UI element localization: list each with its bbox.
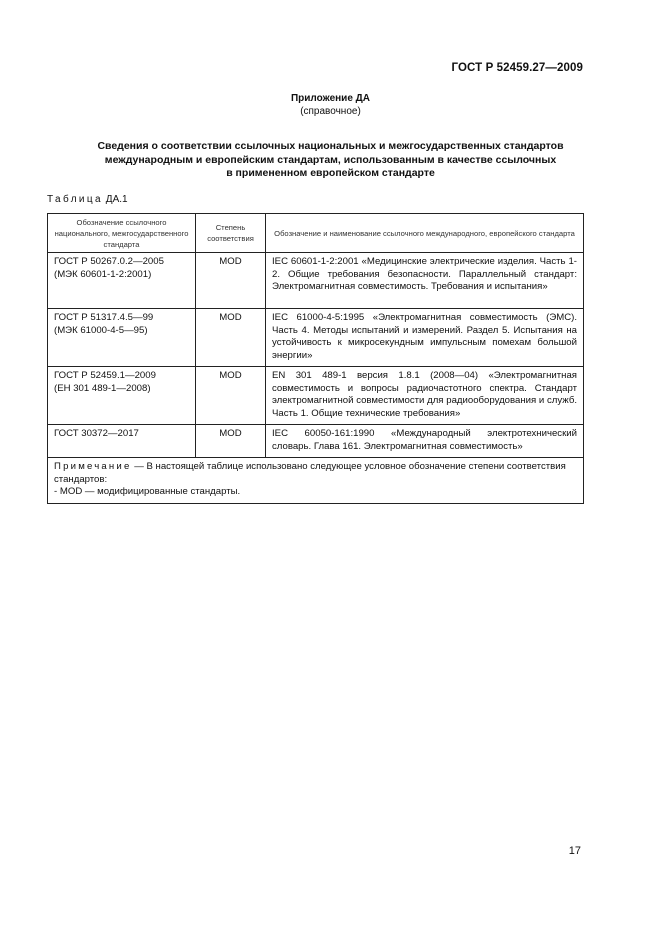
table-label (47, 194, 128, 205)
national-standard-cell (48, 309, 196, 367)
annex-title-text: Приложение ДА (290, 93, 371, 104)
national-standard-equivalent: (МЭК 60601-1-2:2001) (54, 268, 152, 280)
international-standard-cell: IEC 61000-4-5:1995 «Электромагнитная совместимость (ЭМС). Часть 4. Методы испытаний и измерений. Раздел 5. Испытания на устойчивость к микросекундным импульсным помехам большой энергии» (266, 309, 584, 367)
national-standard-cell (48, 253, 196, 309)
table-note-row (48, 458, 584, 504)
table-header-row (48, 214, 584, 253)
note-text: — В настоящей таблице использовано следующее условное обозначение степени соответствия стандартов: (54, 461, 566, 485)
table-row (48, 253, 584, 309)
column-header-international: Обозначение и наименование ссылочного международного, европейского стандарта (266, 214, 584, 253)
table-row (48, 309, 584, 367)
international-standard-cell: EN 301 489-1 версия 1.8.1 (2008—04) «Электромагнитная совместимость и вопросы радиочастотного спектра. Стандарт электромагнитной совместимости для радиооборудования и служб. Часть 1. Общие технические требования» (266, 367, 584, 425)
table-row (48, 367, 584, 425)
reference-table (47, 213, 584, 504)
column-header-degree: Степень соответствия (196, 214, 266, 253)
page-number: 17 (568, 845, 581, 857)
table-note (48, 458, 584, 504)
table-row (48, 425, 584, 458)
national-standard-code: ГОСТ Р 51317.4.5—99 (54, 312, 154, 323)
column-header-national: Обозначение ссылочного национального, межгосударственного стандарта (48, 214, 196, 253)
national-standard-code: ГОСТ Р 50267.0.2—2005 (54, 256, 164, 267)
document-code: ГОСТ Р 52459.27—2009 (451, 62, 583, 74)
annex-title (0, 92, 661, 118)
degree-cell: MOD (196, 253, 266, 309)
national-standard-equivalent: (ЕН 301 489-1—2008) (54, 382, 151, 394)
table-label-word: Таблица (47, 194, 104, 205)
national-standard-code: ГОСТ 30372—2017 (54, 428, 139, 439)
national-standard-cell (48, 367, 196, 425)
section-heading (40, 140, 621, 181)
heading-line: Сведения о соответствии ссылочных национальных и межгосударственных стандартов (97, 140, 564, 152)
note-item: - MOD — модифицированные стандарты. (54, 486, 241, 497)
national-standard-cell (48, 425, 196, 458)
degree-cell: MOD (196, 425, 266, 458)
international-standard-cell: IEC 60601-1-2:2001 «Медицинские электрические изделия. Часть 1-2. Общие требования безопасности. Параллельный стандарт: Электромагнитная совместимость. Требования и испытания» (266, 253, 584, 309)
national-standard-equivalent: (МЭК 61000-4-5—95) (54, 324, 148, 336)
heading-line: международным и европейским стандартам, использованным в качестве ссылочных (104, 153, 557, 166)
table-label-id: ДА.1 (105, 194, 128, 205)
degree-cell: MOD (196, 309, 266, 367)
annex-subtitle: (справочное) (300, 106, 361, 117)
note-label: Примечание (54, 461, 132, 472)
degree-cell: MOD (196, 367, 266, 425)
heading-line: в примененном европейском стандарте (226, 167, 435, 179)
international-standard-cell: IEC 60050-161:1990 «Международный электротехнический словарь. Глава 161. Электромагнитная совместимость» (266, 425, 584, 458)
national-standard-code: ГОСТ Р 52459.1—2009 (54, 370, 156, 381)
